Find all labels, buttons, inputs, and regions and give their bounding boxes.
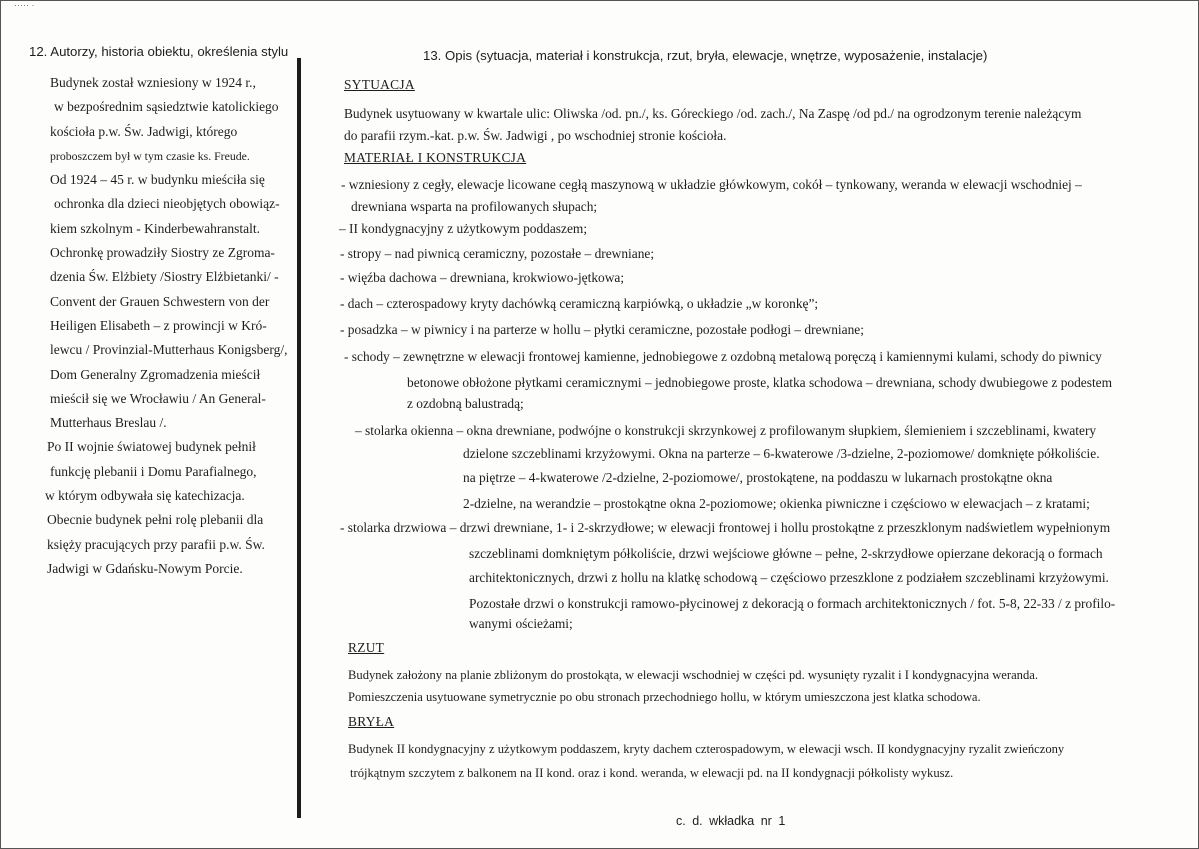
material-line: - wzniesiony z cegły, elewacje licowane cegłą maszynową w układzie główkowym, cokół – tynkowany, weranda w elewacji wschodniej –	[341, 177, 1082, 192]
history-line: w którym odbywała się katechizacja.	[45, 488, 245, 504]
material-line: - stropy – nad piwnicą ceramiczny, pozostałe – drewniane;	[340, 246, 655, 261]
history-line: ochronka dla dzieci nieobjętych obowiąz-	[54, 196, 280, 212]
continuation-note: c. d. wkładka nr 1	[676, 814, 786, 828]
bryla-line: Budynek II kondygnacyjny z użytkowym poddaszem, kryty dachem czterospadowym, w elewacji wsch. II kondygnacyjny ryzalit zwieńczony	[348, 742, 1065, 756]
bryla-title: BRYŁA	[348, 714, 395, 729]
history-line: lewcu / Provinzial-Mutterhaus Konigsberg/,	[50, 342, 288, 358]
material-line: Pozostałe drzwi o konstrukcji ramowo-płycinowej z dekoracją o formach architektonicznych / fot. 5-8, 22-33 / z profilo-	[469, 596, 1116, 611]
material-line: wanymi ościeżami;	[469, 616, 573, 631]
material-title: MATERIAŁ I KONSTRUKCJA	[344, 150, 527, 165]
history-line: funkcję plebanii i Domu Parafialnego,	[50, 463, 257, 479]
bryla-line: trójkątnym szczytem z balkonem na II kond. oraz i kond. weranda, w elewacji pd. na II kondygnacji półkolisty wykusz.	[350, 766, 954, 780]
sytuacja-line: Budynek usytuowany w kwartale ulic: Oliwska /od. pn./, ks. Góreckiego /od. zach./, Na Zaspę /od pd./ na ogrodzonym terenie należącym	[344, 106, 1082, 121]
history-line: Po II wojnie światowej budynek pełnił	[47, 439, 256, 455]
section-13-heading: 13. Opis (sytuacja, materiał i konstrukcja, rzut, bryła, elewacje, wnętrze, wyposażenie, instalacje)	[423, 48, 988, 63]
material-line: 2-dzielne, na werandzie – prostokątne okna 2-poziomowe; okienka piwniczne i częściowo w elewacjach – z kratami;	[463, 496, 1090, 511]
material-line: dzielone szczeblinami krzyżowymi. Okna na parterze – 6-kwaterowe /3-dzielne, 2-poziomowe/ domknięte półkoliście.	[463, 446, 1100, 461]
history-line: Convent der Grauen Schwestern von der	[50, 293, 270, 309]
material-line: z ozdobną balustradą;	[407, 396, 524, 411]
material-line: szczeblinami domkniętym półkoliście, drzwi wejściowe główne – pełne, 2-skrzydłowe opierzane dekoracją o formach	[469, 546, 1103, 561]
material-line: - więźba dachowa – drewniana, krokwiowo-jętkowa;	[340, 270, 625, 285]
history-line: Budynek został wzniesiony w 1924 r.,	[50, 75, 256, 90]
history-line: Od 1924 – 45 r. w budynku mieściła się	[50, 172, 265, 188]
material-line: na piętrze – 4-kwaterowe /2-dzielne, 2-poziomowe/, prostokątene, na poddaszu w lukarnach prostokątne okna	[463, 470, 1053, 485]
material-line: – stolarka okienna – okna drewniane, podwójne o konstrukcji skrzynkowej z profilowanym słupkiem, ślemieniem i szczeblinami, kwatery	[355, 423, 1097, 438]
material-line: - dach – czterospadowy kryty dachówką ceramiczną karpiówką, o układzie „w koronkę”;	[340, 296, 819, 311]
rzut-line: Pomieszczenia usytuowane symetrycznie po obu stronach przechodniego hollu, w którym umieszczona jest klatka schodowa.	[348, 690, 981, 704]
material-line: – II kondygnacyjny z użytkowym poddaszem;	[339, 221, 588, 236]
history-line: Dom Generalny Zgromadzenia mieścił	[50, 366, 261, 382]
sytuacja-line: do parafii rzym.-kat. p.w. Św. Jadwigi , po wschodniej stronie kościoła.	[344, 128, 727, 143]
material-line: drewniana wsparta na profilowanych słupach;	[351, 199, 598, 214]
history-line: dzenia Św. Elżbiety /Siostry Elżbietanki/ -	[50, 269, 279, 285]
history-text	[45, 71, 295, 581]
rzut-line: Budynek założony na planie zbliżonym do prostokąta, w elewacji wschodniej w części pd. wysunięty ryzalit i I kondygnacyjna weranda.	[348, 668, 1038, 682]
material-line: - schody – zewnętrzne w elewacji frontowej kamienne, jednobiegowe z ozdobną metalową poręczą i kamiennymi kulami, schody do piwnicy	[344, 349, 1102, 364]
rzut-title: RZUT	[348, 640, 385, 655]
history-line: Obecnie budynek pełni rolę plebanii dla	[47, 512, 264, 528]
sytuacja-title: SYTUACJA	[344, 77, 415, 92]
section-12-heading: 12. Autorzy, historia obiektu, określenia stylu	[29, 44, 289, 59]
history-line: Heiligen Elisabeth – z prowincji w Kró-	[50, 317, 267, 333]
column-divider	[297, 58, 301, 818]
history-line: w bezpośrednim sąsiedztwie katolickiego	[54, 99, 279, 115]
material-line: betonowe obłożone płytkami ceramicznymi – jednobiegowe proste, klatka schodowa – drewniana, schody dwubiegowe z podestem	[407, 375, 1113, 390]
material-line: architektonicznych, drzwi z hollu na klatkę schodową – częściowo przeszklone z podziałem szczeblinami krzyżowymi.	[469, 570, 1109, 585]
history-line: kościoła p.w. Św. Jadwigi, którego	[50, 123, 238, 139]
history-line: proboszczem był w tym czasie ks. Freude.	[50, 148, 250, 163]
history-line: kiem szkolnym - Kinderbewahranstalt.	[50, 220, 260, 236]
material-line: - stolarka drzwiowa – drzwi drewniane, 1- i 2-skrzydłowe; w elewacji frontowej i hollu prostokątne z przeszklonym nadświetlem wypełnionym	[340, 520, 1111, 535]
history-line: księży pracujących przy parafii p.w. Św.	[47, 536, 265, 552]
history-line: Jadwigi w Gdańsku-Nowym Porcie.	[47, 560, 243, 576]
history-line: Ochronkę prowadziły Siostry ze Zgroma-	[50, 245, 275, 261]
history-line: Mutterhaus Breslau /.	[50, 415, 167, 431]
material-line: - posadzka – w piwnicy i na parterze w hollu – płytki ceramiczne, pozostałe podłogi – drewniane;	[340, 322, 864, 337]
history-line: mieścił się we Wrocławiu / An General-	[50, 390, 266, 406]
scan-mark: ····· ·	[14, 0, 35, 10]
